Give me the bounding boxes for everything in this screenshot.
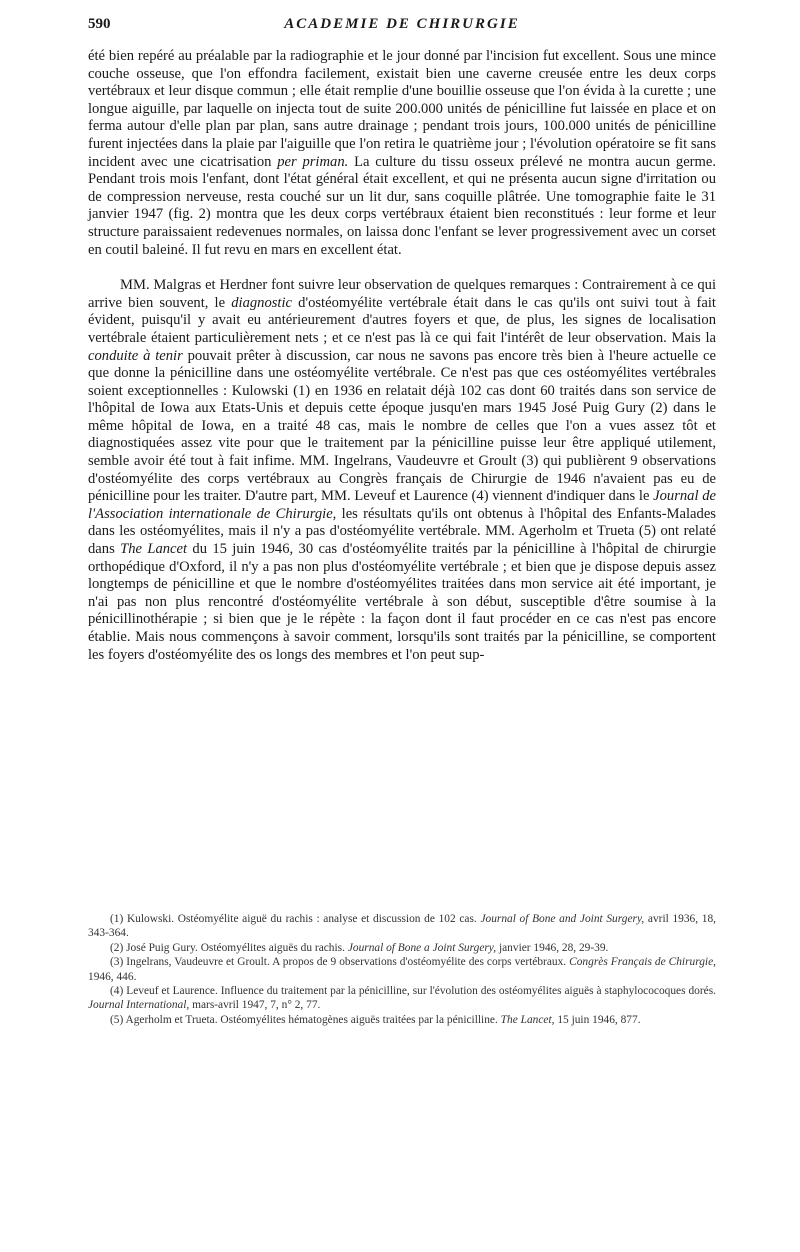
footnote-text: (5) Agerholm et Trueta. Ostéomyélites hématogènes aiguës traitées par la pénicilline. (110, 1013, 498, 1026)
footnote-text: (2) José Puig Gury. Ostéomyélites aiguës du rachis. (110, 941, 345, 954)
paragraph-2-part-b: d'ostéomyélite vertébrale était dans le cas qu'ils ont suivi tout à fait évident, puisqu'il y avait eu antérieurement d'autres foyers et que, de plus, les signes de localisation vertébrale étaient particulièrement nets ; et ce n'est pas là ce qui fait l'intérêt de leur observation. Mais la (88, 294, 716, 346)
body-text (88, 48, 716, 664)
footnote-details: mars-avril 1947, 7, n° 2, 77. (192, 999, 321, 1012)
paragraph-1-continued: La culture du tissu osseux prélevé ne montra aucun germe. Pendant trois mois l'enfant, dont l'état général était excellent, et qui ne présenta aucun signe d'irritation ou de compression nerveuse, resta couché sur un lit dur, sans coquille plâtrée. Une tomographie faite le 31 janvier 1947 (fig. 2) montra que les deux corps vertébraux étaient bien reconstitués : leur forme et leur structure paraissaient redevenues normales, on laissa donc l'enfant se lever progressivement avec un corset en coutil baleiné. Il fut revu en mars en excellent état. (88, 153, 717, 258)
footnote (88, 941, 716, 955)
paragraph-2-part-a: MM. Malgras et Herdner font suivre leur observation de quelques remarques : Contrairement à ce qui arrive bien souvent, le (88, 277, 716, 311)
footnotes (88, 912, 716, 1027)
footnote-details: 1946, 446. (88, 970, 137, 983)
footnote-source: The Lancet, (500, 1013, 555, 1026)
paragraph-2-italic-diagnostic: diagnostic (231, 294, 293, 311)
footnote (88, 912, 716, 941)
paragraph-2-italic-journal: Journal de l'Association internationale de Chirurgie, (88, 488, 716, 522)
page-number: 590 (88, 16, 111, 32)
paragraph-2-italic-conduite: conduite à tenir (88, 347, 183, 364)
footnote-source: Journal International, (88, 999, 190, 1012)
paragraph-1-text: été bien repéré au préalable par la radiographie et le jour donné par l'incision fut excellent. Sous une mince couche osseuse, que l'on effondra facilement, existait bien une caverne creusée entre les deux corps vertébraux et leur disque commun ; elle était remplie d'une bouillie osseuse que l'on évida à la curette ; une longue aiguille, par laquelle on injecta tout de suite 200.000 unités de pénicilline fut laissée en place et on ferma autour d'elle plan par plan, sans autre drainage ; pendant trois jours, 100.000 unités de pénicilline furent injectées dans la plaie par l'aiguille que l'on retira le quatrième jour ; l'évolution opératoire se fit sans incident avec une cicatrisation (88, 48, 716, 170)
footnote (88, 984, 716, 1013)
paragraph-2-part-c: pouvait prêter à discussion, car nous ne savons pas encore très bien à l'heure actuelle ce que donne la pénicilline dans une ostéomyélite vertébrale. Ce n'est pas que ces ostéomyélites vertébrales soient exceptionnelles : Kulowski (1) en 1936 en relatait déjà 102 cas dont 60 traités dans son service de l'hôpital de Iowa aux Etats-Unis et depuis cette époque jusqu'en mars 1945 José Puig Gury (2) dans le même hôpital de Iowa, en a traité 48 cas, mais le nombre de celles que l'on a vues assez tôt et diagnostiquées assez vite pour que le traitement par la pénicilline puisse leur être appliqué utilement, semble avoir été tout à fait infime. MM. Ingelrans, Vaudeuvre et Groult (3) qui publièrent 9 observations d'ostéomyélite des corps vertébraux au Congrès français de Chirurgie de 1946 n'avaient pas eu de pénicilline pour les traiter. D'autre part, MM. Leveuf et Laurence (4) viennent d'indiquer dans le (88, 347, 716, 505)
paragraph-2 (88, 277, 716, 664)
paragraph-2-part-e: du 15 juin 1946, 30 cas d'ostéomyélite traités par la pénicilline à l'hôpital de chirurgie orthopédique d'Oxford, il n'y a pas non plus d'ostéomyélite vertébrale ; et bien que je dispose depuis assez longtemps de pénicilline et que le nombre d'ostéomyélites traitées dans mon service ait été important, je n'ai pas non plus rencontré d'ostéomyélite vertébrale à son début, susceptible d'être soumise à la pénicillinothérapie ; si bien que je le répète : la façon dont il faut procéder en ce cas n'est pas encore établie. Mais nous commençons à savoir comment, lorsqu'ils sont traités par la pénicilline, se comportent les foyers d'ostéomyélite des os longs des membres et l'on peut sup- (88, 541, 716, 663)
footnote-text: (1) Kulowski. Ostéomyélite aiguë du rachis : analyse et discussion de 102 cas. (110, 913, 477, 925)
paragraph-1 (88, 48, 716, 259)
paragraph-1-italic: per priman. (277, 153, 349, 170)
footnote-text: (4) Leveuf et Laurence. Influence du traitement par la pénicilline, sur l'évolution des ostéomyélites aiguës à staphylococoques dorés. (110, 985, 716, 998)
footnote-text: (3) Ingelrans, Vaudeuvre et Groult. A propos de 9 observations d'ostéomyélite des corps vertébraux. (110, 956, 567, 969)
footnote (88, 955, 716, 984)
footnote-source: Journal of Bone and Joint Surgery, (480, 913, 645, 925)
footnote (88, 1013, 716, 1027)
paragraph-2-italic-lancet: The Lancet (120, 541, 188, 558)
paragraph-2-part-d: les résultats qu'ils ont obtenus à l'hôpital des Enfants-Malades dans les ostéomyélites, mais il n'y a pas d'ostéomyélite vertébrale. MM. Agerholm et Trueta (5) ont relaté dans (88, 505, 716, 558)
footnote-details: janvier 1946, 28, 29-39. (498, 941, 609, 954)
page-header (88, 16, 716, 40)
footnote-details: 15 juin 1946, 877. (557, 1013, 641, 1026)
footnote-source: Congrès Français de Chirurgie, (569, 956, 716, 969)
running-title: ACADEMIE DE CHIRURGIE (284, 16, 520, 32)
footnote-details: avril 1936, 18, 343-364. (88, 913, 717, 940)
footnote-source: Journal of Bone a Joint Surgery, (347, 941, 497, 954)
